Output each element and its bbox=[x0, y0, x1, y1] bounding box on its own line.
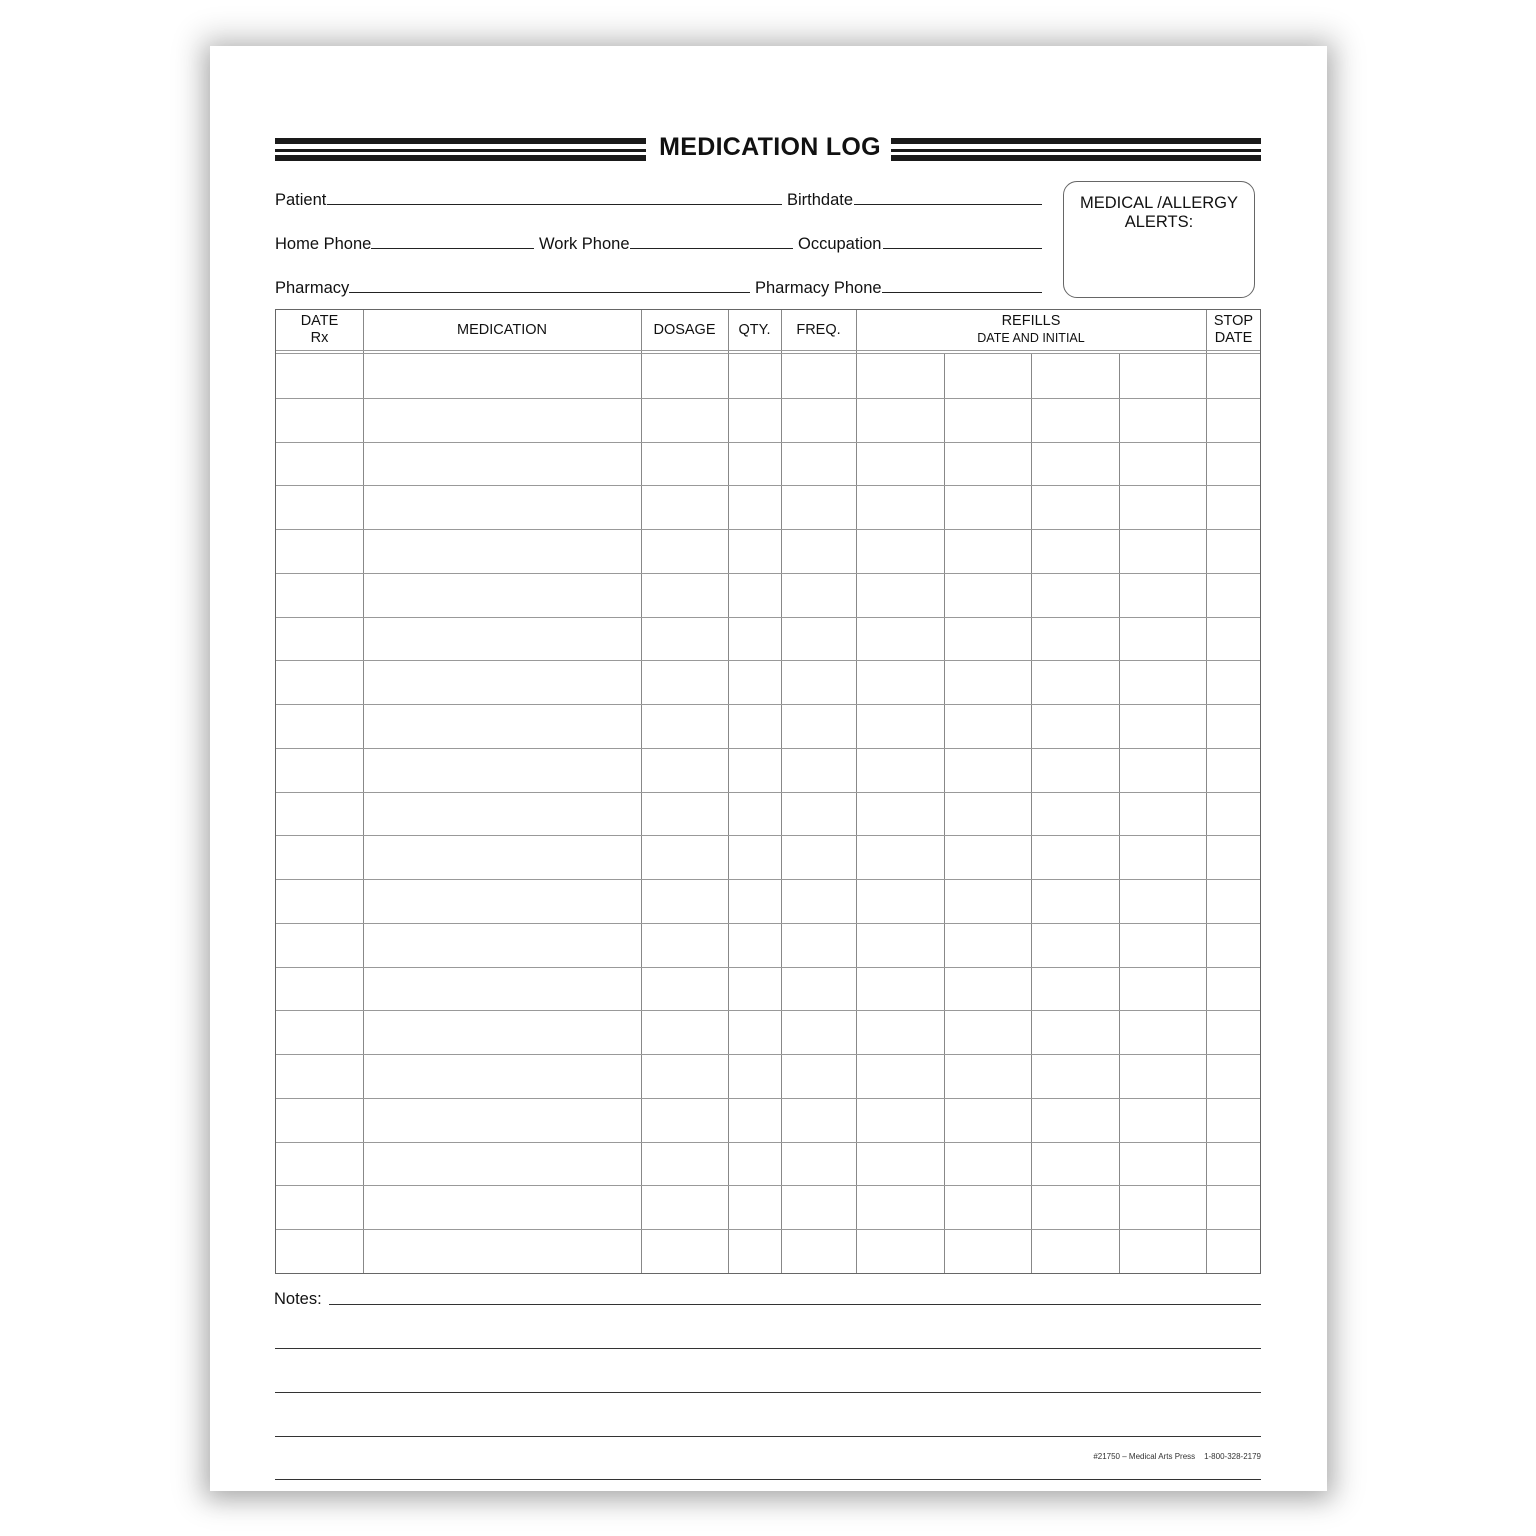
table-row[interactable] bbox=[276, 967, 1260, 1011]
table-row[interactable] bbox=[276, 835, 1260, 879]
birthdate-field[interactable] bbox=[854, 204, 1042, 205]
table-row[interactable] bbox=[276, 442, 1260, 486]
patient-field[interactable] bbox=[327, 204, 782, 205]
table-row[interactable] bbox=[276, 573, 1260, 617]
notes-line-2[interactable] bbox=[275, 1348, 1261, 1349]
table-row[interactable] bbox=[276, 485, 1260, 529]
table-row[interactable] bbox=[276, 1185, 1260, 1229]
table-row[interactable] bbox=[276, 1142, 1260, 1186]
form-footer: #21750 – Medical Arts Press 1-800-328-2179 bbox=[1093, 1452, 1261, 1461]
notes-line-5[interactable] bbox=[275, 1479, 1261, 1480]
occupation-label: Occupation bbox=[798, 235, 882, 253]
table-row[interactable] bbox=[276, 1098, 1260, 1142]
header-dosage: DOSAGE bbox=[653, 322, 716, 338]
header-stop-date bbox=[1206, 313, 1261, 347]
notes-line-4[interactable] bbox=[275, 1436, 1261, 1437]
header-date-line1: DATE bbox=[300, 313, 339, 329]
pharmacy-phone-label: Pharmacy Phone bbox=[755, 279, 882, 297]
home-phone-label: Home Phone bbox=[275, 235, 372, 253]
notes-line-3[interactable] bbox=[275, 1392, 1261, 1393]
medication-table bbox=[275, 309, 1261, 1274]
footer-phone: 1-800-328-2179 bbox=[1204, 1452, 1261, 1461]
header-rule bbox=[276, 350, 1260, 351]
table-row[interactable] bbox=[276, 529, 1260, 573]
header-date-line2: Rx bbox=[310, 330, 329, 346]
medical-allergy-alerts-box[interactable] bbox=[1063, 181, 1255, 298]
form-title: MEDICATION LOG bbox=[659, 133, 881, 161]
header-stop-line1: STOP bbox=[1213, 313, 1254, 329]
table-row[interactable] bbox=[276, 879, 1260, 923]
home-phone-field[interactable] bbox=[371, 248, 534, 249]
table-row[interactable] bbox=[276, 704, 1260, 748]
table-row[interactable] bbox=[276, 660, 1260, 704]
work-phone-field[interactable] bbox=[630, 248, 793, 249]
alerts-label-line1: MEDICAL /ALLERGY bbox=[1079, 194, 1239, 212]
header-refills bbox=[856, 313, 1206, 347]
birthdate-label: Birthdate bbox=[787, 191, 854, 209]
occupation-field[interactable] bbox=[883, 248, 1042, 249]
header-refills-title: REFILLS bbox=[1001, 313, 1061, 329]
pharmacy-label: Pharmacy bbox=[275, 279, 350, 297]
notes-label: Notes: bbox=[274, 1290, 322, 1308]
table-row[interactable] bbox=[276, 792, 1260, 836]
header-date-rx bbox=[276, 313, 363, 347]
header-qty: QTY. bbox=[738, 322, 771, 338]
footer-form-number: #21750 bbox=[1093, 1452, 1121, 1461]
pharmacy-phone-field[interactable] bbox=[882, 292, 1042, 293]
work-phone-label: Work Phone bbox=[539, 235, 630, 253]
table-row[interactable] bbox=[276, 617, 1260, 661]
patient-label: Patient bbox=[275, 191, 327, 209]
pharmacy-field[interactable] bbox=[349, 292, 750, 293]
table-row[interactable] bbox=[276, 354, 1260, 398]
footer-publisher: Medical Arts Press bbox=[1128, 1452, 1196, 1461]
table-row[interactable] bbox=[276, 1229, 1260, 1273]
form-sheet bbox=[210, 46, 1327, 1491]
table-row[interactable] bbox=[276, 1010, 1260, 1054]
table-row[interactable] bbox=[276, 398, 1260, 442]
table-row[interactable] bbox=[276, 1054, 1260, 1098]
table-row[interactable] bbox=[276, 923, 1260, 967]
header-refills-sub: DATE AND INITIAL bbox=[977, 331, 1085, 345]
alerts-label-line2: ALERTS: bbox=[1124, 213, 1194, 231]
header-freq: FREQ. bbox=[796, 322, 841, 338]
header-stop-line2: DATE bbox=[1214, 330, 1253, 346]
alerts-label bbox=[1064, 194, 1254, 232]
header-medication: MEDICATION bbox=[457, 322, 547, 338]
table-row[interactable] bbox=[276, 748, 1260, 792]
notes-line-1[interactable] bbox=[329, 1304, 1261, 1305]
